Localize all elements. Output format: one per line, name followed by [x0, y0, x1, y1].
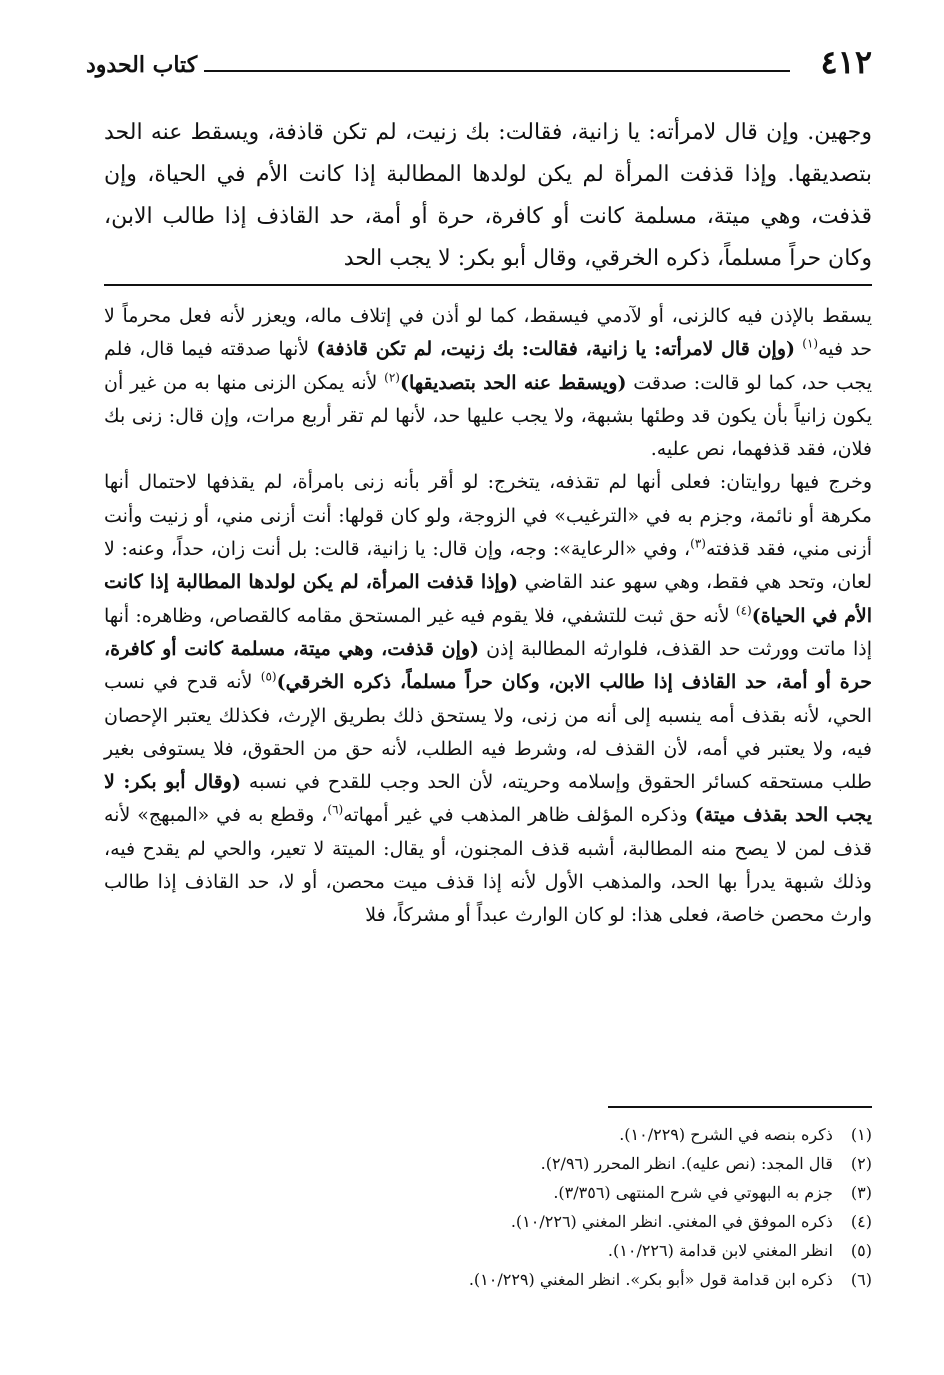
- quoted-text: (وإذا قذفت المرأة، لم يكن لولدها المطالبة إذا كانت الأم في الحياة): [104, 571, 872, 627]
- book-title: كتاب الحدود: [86, 52, 198, 78]
- footnote-text: ذكره الموفق في المغني. انظر المغني (١٠/٢٢٦).: [510, 1212, 833, 1231]
- commentary-text: لأنه يمكن الزنى منها به من غير أن يكون زانياً بأن يكون قد وطئها بشبهة، ولا يجب عليها حد، لأنها لم تقر أربع مرات، وإن قال: زنى بك فلان، فقد قذفهما، نص عليه.: [104, 371, 872, 461]
- footnote: [104, 1265, 872, 1294]
- commentary-text: لأنه قدح في نسب الحي، لأنه بقذف أمه ينسبه إلى أنه من زنى، ولا يستحق ذلك بطريق الإرث، فكذلك يعتبر الإحصان فيه، ولا يعتبر في أمه، لأن القذف له، وشرط فيه الطلب، لأنه حق من الحقوق، فلا يستوفى بغير طلب مستحقه كسائر الحقوق وإسلامه وحريته، لأن الحد وجب للقدح في نسبه: [104, 671, 873, 794]
- footnote-text: جزم به البهوتي في شرح المنتهى (٣/٣٥٦).: [553, 1183, 833, 1202]
- footnote-number: (٦): [850, 1270, 872, 1289]
- commentary-paragraph: [104, 300, 872, 466]
- footnote-ref: (٤): [735, 603, 752, 618]
- footnote-number: (٤): [850, 1212, 872, 1231]
- commentary-text: وذكره المؤلف ظاهر المذهب في غير أمهاته: [343, 804, 688, 827]
- footnote-ref: (٦): [327, 803, 344, 818]
- footnote-ref: (١): [802, 336, 819, 351]
- footnote-text: انظر المغني لابن قدامة (١٠/٢٢٦).: [607, 1241, 833, 1260]
- footnote: [104, 1149, 872, 1178]
- footnote-text: قال المجد: (نص عليه). انظر المحرر (٢/٩٦).: [540, 1154, 833, 1173]
- footnote: [104, 1207, 872, 1236]
- footnote-number: (٥): [850, 1241, 872, 1260]
- quoted-text: (وإن قال لامرأته: يا زانية، فقالت: بك زنيت، لم تكن قاذفة): [316, 338, 796, 361]
- commentary-paragraph: [104, 466, 872, 932]
- footnote-number: (٣): [850, 1183, 872, 1202]
- main-text: وجهين. وإن قال لامرأته: يا زانية، فقالت: بك زنيت، لم تكن قاذفة، ويسقط عنه الحد بتصديقها. وإذا قذفت المرأة لم يكن لولدها المطالبة إذا كانت الأم في الحياة، وإن قذفت، وهي ميتة، مسلمة كانت أو كافرة، حرة أو أمة، حد القاذف إذا طالب الابن، وكان حراً مسلماً، ذكره الخرقي، وقال أبو بكر: لا يجب الحد: [104, 120, 872, 271]
- footnote-text: ذكره ابن قدامة قول «أبو بكر». انظر المغني (١٠/٢٢٩).: [468, 1270, 833, 1289]
- footnote-ref: (٣): [690, 536, 706, 551]
- commentary-text: ، وفي «الرعاية»: وجه، وإن قال: يا زانية، قالت: بل أنت زان، حداً، وعنه: لا لعان، وتحد هي فقط، وهي سهو عند القاضي: [104, 538, 872, 594]
- footnote: [104, 1236, 872, 1265]
- commentary-text: لأنها صدقته فيما قال، فلم يجب حد، كما لو قالت: صدقت: [104, 338, 872, 394]
- footnotes: [104, 1120, 872, 1294]
- quoted-text: (وإن قذفت، وهي ميتة، مسلمة كانت أو كافرة، حرة أو أمة، حد القاذف إذا طالب الابن، وكان حراً مسلماً، ذكره الخرقي): [104, 637, 872, 694]
- footnote-ref: (٢): [384, 370, 400, 385]
- footnote-ref: (٥): [260, 669, 277, 684]
- footnote-text: ذكره بنصه في الشرح (١٠/٢٢٩).: [619, 1125, 833, 1144]
- footnote-rule: [608, 1106, 872, 1108]
- quoted-text: (ويسقط عنه الحد بتصديقها): [399, 371, 627, 394]
- commentary: [104, 300, 872, 933]
- footnote-number: (٢): [850, 1154, 872, 1173]
- header-rule: [204, 70, 790, 72]
- footnote-number: (١): [850, 1125, 872, 1144]
- commentary-text: وخرج فيها روايتان: فعلى أنها لم تقذفه، يتخرج: لو أقر بأنه زنى بامرأة، لم يقذفها لاحتمال أنها مكرهة أو نائمة، وجزم به في «الترغيب» في الزوجة، ولو كان قولها: أنت أزنى مني، أو زنيت وأنت أزنى مني، فقد قذفته: [104, 471, 872, 561]
- footnote: [104, 1120, 872, 1149]
- commentary-text: لأنه حق ثبت للتشفي، فلا يقوم فيه غير المستحق مقامه كالقصاص، وظاهره: أنها إذا ماتت وورثت حد القذف، فلوارثه المطالبة إذن: [104, 604, 873, 660]
- text-separator-rule: [104, 284, 872, 286]
- running-header: [86, 44, 872, 84]
- page-number: ٤١٢: [820, 43, 872, 81]
- footnote: [104, 1178, 872, 1207]
- commentary-text: يسقط بالإذن فيه كالزنى، أو لآدمي فيسقط، كما لو أذن في إتلاف ماله، ويعزر لأنه فعل محرماً لا حد فيه: [104, 305, 873, 361]
- quoted-text: (وقال أبو بكر: لا يجب الحد بقذف ميتة): [104, 771, 872, 827]
- commentary-text: ، وقطع به في «المبهج» لأنه قذف لمن لا يصح منه المطالبة، أشبه قذف المجنون، أو يقال: الميتة لا تعير، والحي لم يقدح فيه، وذلك شبهة يدرأ بها الحد، والمذهب الأول لأنه إذا قذف ميت محصن، أو لا، حد القاذف إذا طالب وارث محصن خاصة، فعلى هذا: لو كان الوارث عبداً أو مشركاً، فلا: [104, 804, 872, 927]
